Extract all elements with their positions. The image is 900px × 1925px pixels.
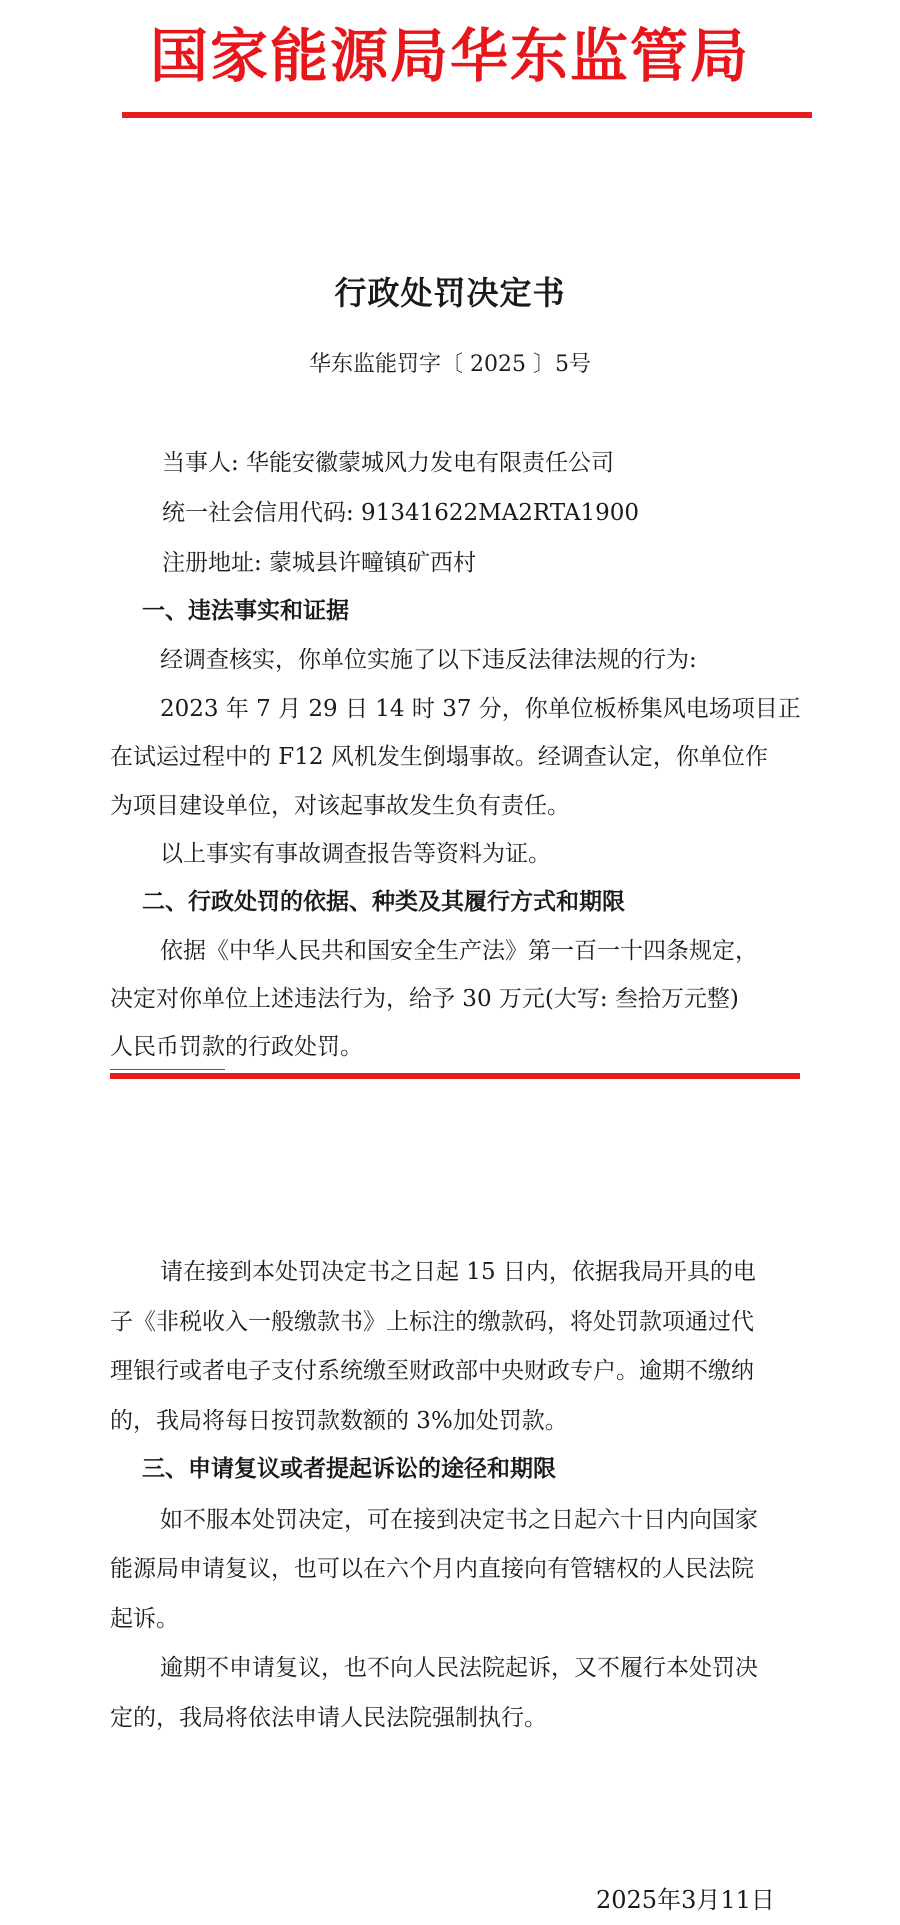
section1-fact-line: 为项目建设单位，对该起事故发生负有责任。 bbox=[110, 793, 570, 819]
section2-basis-line: 决定对你单位上述违法行为，给予 30 万元(大写: 叁拾万元整) bbox=[110, 986, 739, 1012]
party-name: 当事人: 华能安徽蒙城风力发电有限责任公司 bbox=[162, 450, 615, 476]
document-title: 行政处罚决定书 bbox=[334, 274, 566, 312]
section2-payment-line: 请在接到本处罚决定书之日起 15 日内，依据我局开具的电 bbox=[160, 1259, 756, 1285]
middle-thin-rule bbox=[110, 1069, 225, 1070]
agency-header: 国家能源局华东监管局 bbox=[149, 22, 750, 90]
section3-review-line: 能源局申请复议，也可以在六个月内直接向有管辖权的人民法院 bbox=[110, 1556, 754, 1582]
party-address: 注册地址: 蒙城县许疃镇矿西村 bbox=[162, 550, 477, 576]
decision-date: 2025年3月11日 bbox=[596, 1886, 775, 1914]
header-red-rule bbox=[122, 112, 812, 118]
section2-payment-line: 子《非税收入一般缴款书》上标注的缴款码，将处罚款项通过代 bbox=[110, 1309, 754, 1335]
section2-heading: 二、行政处罚的依据、种类及其履行方式和期限 bbox=[142, 889, 625, 915]
section1-intro: 经调查核实，你单位实施了以下违反法律法规的行为: bbox=[160, 647, 697, 673]
section3-enforcement-line: 逾期不申请复议，也不向人民法院起诉，又不履行本处罚决 bbox=[160, 1655, 758, 1681]
section3-heading: 三、申请复议或者提起诉讼的途径和期限 bbox=[142, 1456, 556, 1482]
document-number: 华东监能罚字〔 2025 〕5号 bbox=[309, 352, 591, 377]
section2-basis-line: 依据《中华人民共和国安全生产法》第一百一十四条规定， bbox=[160, 938, 758, 964]
party-credit-code: 统一社会信用代码: 91341622MA2RTA1900 bbox=[162, 500, 640, 526]
section1-fact-line: 2023 年 7 月 29 日 14 时 37 分，你单位板桥集风电场项目正 bbox=[160, 696, 801, 722]
section3-review-line: 如不服本处罚决定，可在接到决定书之日起六十日内向国家 bbox=[160, 1507, 758, 1533]
section1-heading: 一、违法事实和证据 bbox=[142, 598, 349, 624]
section3-review-line: 起诉。 bbox=[110, 1606, 179, 1632]
section2-payment-line: 理银行或者电子支付系统缴至财政部中央财政专户。逾期不缴纳 bbox=[110, 1358, 754, 1384]
section1-evidence: 以上事实有事故调查报告等资料为证。 bbox=[160, 841, 551, 867]
section2-payment-line: 的，我局将每日按罚款数额的 3%加处罚款。 bbox=[110, 1408, 568, 1434]
section1-fact-line: 在试运过程中的 F12 风机发生倒塌事故。经调查认定，你单位作 bbox=[110, 744, 768, 770]
section3-enforcement-line: 定的，我局将依法申请人民法院强制执行。 bbox=[110, 1705, 547, 1731]
section2-basis-line: 人民币罚款的行政处罚。 bbox=[110, 1034, 363, 1060]
middle-red-rule bbox=[110, 1073, 800, 1079]
